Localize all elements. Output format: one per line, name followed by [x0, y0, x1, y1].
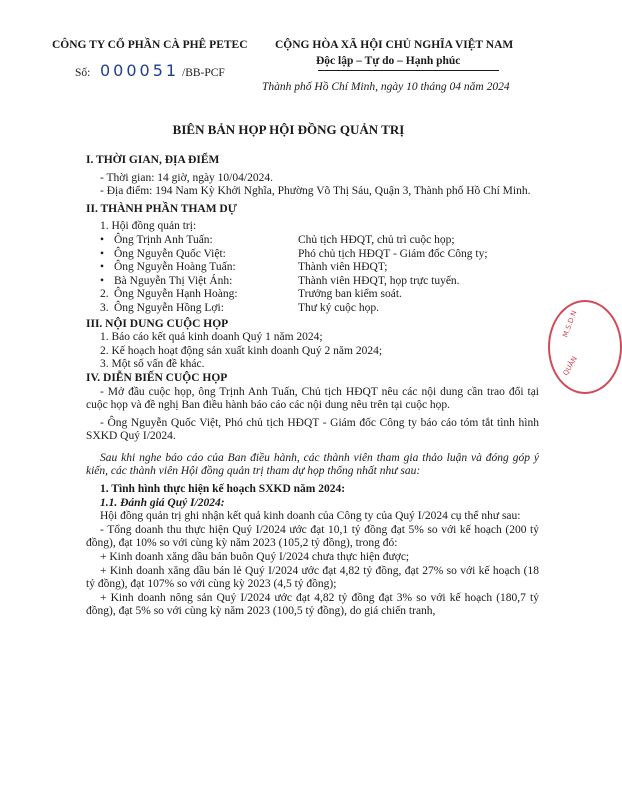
attendee-row	[86, 302, 539, 316]
section-2-heading: II. THÀNH PHẦN THAM DỰ	[86, 202, 237, 215]
company-name: CÔNG TY CỔ PHẦN CÀ PHÊ PETEC	[52, 39, 248, 51]
member-name: Bà Nguyễn Thị Việt Ánh:	[114, 274, 233, 287]
attendee-name: Ông Nguyễn Hồng Lợi:	[114, 301, 224, 314]
company-seal	[548, 300, 622, 394]
paragraph-consensus: Sau khi nghe báo cáo của Ban điều hành, các thành viên tham gia thảo luận và đóng góp ý kiến, các thành viên Hội đồng quản trị tham dự họp thống nhất như sau:	[86, 451, 539, 478]
paragraph-opening: - Mở đầu cuộc họp, ông Trịnh Anh Tuấn, Chủ tịch HĐQT nêu các nội dung cần trao đổi tại cuộc họp và đề nghị Ban điều hành báo cáo các nội dung nêu trên tại cuộc họp.	[86, 385, 539, 412]
member-row	[86, 248, 539, 262]
motto-underline	[318, 70, 499, 71]
bullet-icon: •	[100, 274, 105, 287]
member-role: Phó chủ tịch HĐQT - Giám đốc Công ty;	[298, 247, 488, 260]
place-date: Thành phố Hồ Chí Minh, ngày 10 tháng 04 năm 2024	[262, 81, 510, 93]
meeting-time: - Thời gian: 14 giờ, ngày 10/04/2024.	[100, 171, 273, 184]
member-name: Ông Trịnh Anh Tuấn:	[114, 233, 213, 246]
member-name: Ông Nguyễn Hoàng Tuấn:	[114, 261, 236, 274]
paragraph-report: - Ông Nguyễn Quốc Việt, Phó chủ tịch HĐQT - Giám đốc Công ty báo cáo tóm tắt tình hình SXKD Quý I/2024.	[86, 416, 539, 443]
section-4-heading: IV. DIỄN BIẾN CUỘC HỌP	[86, 371, 228, 384]
attendee-role: Trưởng ban kiểm soát.	[298, 288, 402, 301]
attendee-number: 3.	[100, 301, 109, 314]
agenda-item: 3. Một số vấn đề khác.	[100, 358, 205, 371]
document-number-suffix: /BB-PCF	[182, 67, 225, 79]
subsection-1-heading: 1. Tình hình thực hiện kế hoạch SXKD năm 2024:	[100, 483, 346, 496]
section-3-heading: III. NỘI DUNG CUỘC HỌP	[86, 317, 229, 330]
attendee-row	[86, 288, 539, 302]
paragraph-q1-summary: Hội đồng quản trị ghi nhận kết quả kinh doanh của Công ty của Quý I/2024 cụ thể như sau:	[100, 510, 521, 523]
board-label: 1. Hội đồng quản trị:	[100, 220, 197, 233]
member-role: Chủ tịch HĐQT, chủ trì cuộc họp;	[298, 233, 455, 246]
member-role: Thành viên HĐQT;	[298, 261, 388, 274]
paragraph-agriculture: + Kinh doanh nông sản Quý I/2024 ước đạt 4,82 tỷ đồng đạt 3% so với kế hoạch (180,7 tỷ đồng), đạt 5% so với cùng kỳ năm 2023 (100,5 tỷ đồng), do giá chiến tranh,	[86, 591, 539, 618]
attendee-role: Thư ký cuộc họp.	[298, 301, 379, 314]
member-name: Ông Nguyễn Quốc Việt:	[114, 247, 226, 260]
member-row	[86, 275, 539, 289]
seal-text-top: M.S.D.N	[561, 309, 579, 339]
agenda-item: 1. Báo cáo kết quả kinh doanh Quý 1 năm 2024;	[100, 331, 323, 344]
attendee-name: Ông Nguyễn Hạnh Hoàng:	[114, 288, 238, 301]
seal-text-bottom: QUẬN	[561, 355, 579, 377]
bullet-icon: •	[100, 233, 105, 246]
motto: Độc lập – Tự do – Hạnh phúc	[316, 55, 461, 67]
subsection-1-1-heading: 1.1. Đánh giá Quý I/2024:	[100, 496, 225, 509]
attendee-number: 2.	[100, 288, 109, 301]
bullet-icon: •	[100, 261, 105, 274]
meeting-place: - Địa điểm: 194 Nam Kỳ Khởi Nghĩa, Phường Võ Thị Sáu, Quận 3, Thành phố Hồ Chí Minh.	[100, 185, 531, 198]
document-body	[86, 154, 539, 619]
agenda-item: 2. Kế hoạch hoạt động sản xuất kinh doanh Quý 2 năm 2024;	[100, 344, 383, 357]
member-row	[86, 261, 539, 275]
member-row	[86, 234, 539, 248]
document-number: 000051	[100, 61, 180, 80]
document-number-label: Số:	[75, 67, 91, 79]
paragraph-retail: + Kinh doanh xăng dầu bán lẻ Quý I/2024 ước đạt 4,82 tỷ đồng, đạt 27% so với kế hoạch (18 tỷ đồng), đạt 107% so với cùng kỳ 2023 (4,5 tỷ đồng);	[86, 564, 539, 591]
document-title: BIÊN BẢN HỌP HỘI ĐỒNG QUẢN TRỊ	[172, 122, 405, 137]
member-role: Thành viên HĐQT, họp trực tuyến.	[298, 274, 460, 287]
paragraph-wholesale: + Kinh doanh xăng dầu bán buôn Quý I/2024 chưa thực hiện được;	[100, 551, 410, 564]
nation-title: CỘNG HÒA XÃ HỘI CHỦ NGHĨA VIỆT NAM	[275, 39, 514, 51]
paragraph-revenue: - Tổng doanh thu thực hiện Quý I/2024 ước đạt 10,1 tỷ đồng đạt 5% so với kế hoạch (200 tỷ đồng), đạt 10% so với cùng kỳ năm 2023 (105,2 tỷ đồng), trong đó:	[86, 523, 539, 550]
section-1-heading: I. THỜI GIAN, ĐỊA ĐIỂM	[86, 154, 220, 166]
bullet-icon: •	[100, 247, 105, 260]
